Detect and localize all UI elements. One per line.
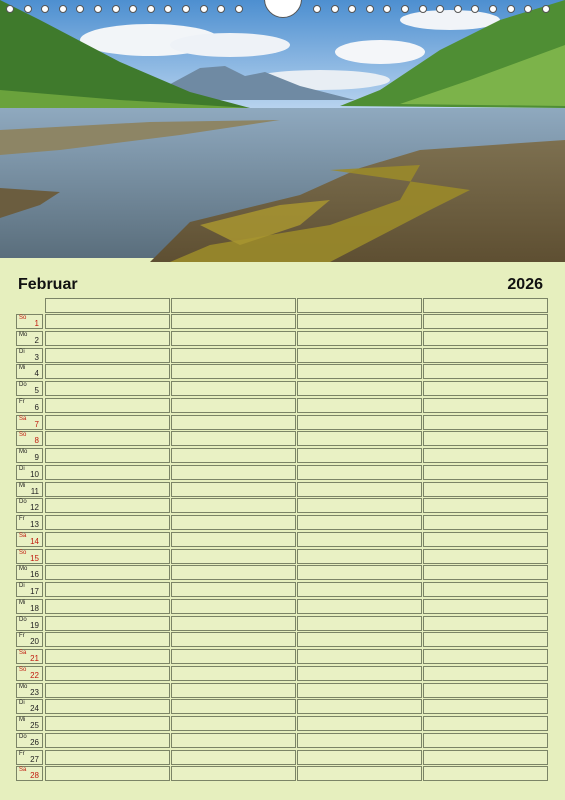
day-number: 2 (34, 335, 39, 345)
entry-cell[interactable] (171, 582, 296, 597)
binding-hole-icon (24, 5, 32, 13)
binding-hole-icon (235, 5, 243, 13)
weekday-label: Fr (19, 398, 25, 405)
day-number: 12 (30, 503, 39, 513)
entry-cell[interactable] (423, 699, 548, 714)
entry-cell[interactable] (423, 766, 548, 781)
entry-cell[interactable] (297, 666, 422, 681)
binding-hole-icon (542, 5, 550, 13)
entry-cell[interactable] (171, 498, 296, 513)
entry-cell[interactable] (45, 482, 170, 497)
entry-cell[interactable] (171, 465, 296, 480)
day-label-cell (16, 532, 43, 547)
day-label-cell (16, 632, 43, 647)
day-number: 25 (30, 721, 39, 730)
day-label-cell (16, 381, 43, 396)
day-number: 19 (30, 620, 39, 630)
entry-cell[interactable] (171, 348, 296, 363)
day-number: 10 (30, 469, 39, 479)
entry-cell[interactable] (171, 398, 296, 413)
entry-cell[interactable] (45, 448, 170, 463)
binding-hole-icon (147, 5, 155, 13)
entry-cell[interactable] (45, 766, 170, 781)
weekday-label: Mi (19, 717, 26, 723)
entry-cell[interactable] (423, 733, 548, 748)
weekday-label: Sa (19, 650, 27, 656)
day-label-cell (16, 498, 43, 513)
day-number: 23 (30, 687, 39, 697)
entry-cell[interactable] (423, 331, 548, 346)
weekday-label: So (19, 549, 27, 556)
entry-cell[interactable] (423, 683, 548, 698)
weekday-label: So (19, 666, 27, 673)
weekday-label: Di (19, 583, 25, 589)
year-title: 2026 (507, 276, 543, 293)
entry-cell[interactable] (423, 666, 548, 681)
entry-cell[interactable] (171, 314, 296, 329)
weekday-label: Fr (19, 750, 25, 757)
binding-hole-icon (524, 5, 532, 13)
day-label-cell (16, 766, 43, 781)
binding-hole-icon (366, 5, 374, 13)
binding-hole-icon (419, 5, 427, 13)
weekday-label: Do (19, 616, 27, 623)
entry-cell[interactable] (45, 666, 170, 681)
entry-cell[interactable] (45, 599, 170, 614)
weekday-label: Sa (19, 532, 27, 539)
entry-cell[interactable] (45, 364, 170, 379)
entry-cell[interactable] (171, 699, 296, 714)
entry-cell[interactable] (423, 750, 548, 765)
loch-landscape-image (0, 0, 565, 262)
day-number: 16 (30, 570, 39, 580)
entry-cell[interactable] (297, 632, 422, 647)
entry-cell[interactable] (297, 331, 422, 346)
day-label-cell (16, 398, 43, 413)
entry-cell[interactable] (171, 716, 296, 731)
day-label-cell (16, 716, 43, 731)
binding-hole-icon (217, 5, 225, 13)
entry-cell[interactable] (171, 364, 296, 379)
day-number: 9 (34, 453, 39, 462)
entry-cell[interactable] (423, 582, 548, 597)
entry-cell[interactable] (171, 549, 296, 564)
entry-cell[interactable] (297, 348, 422, 363)
entry-cell[interactable] (423, 348, 548, 363)
binding-hole-icon (164, 5, 172, 13)
day-label-cell (16, 331, 43, 346)
entry-cell[interactable] (297, 716, 422, 731)
column-header-cell[interactable] (297, 298, 422, 313)
weekday-label: Mo (19, 683, 28, 690)
entry-cell[interactable] (423, 448, 548, 463)
day-label-cell (16, 314, 43, 329)
day-label-cell (16, 599, 43, 614)
entry-cell[interactable] (45, 532, 170, 547)
binding-hole-icon (454, 5, 462, 13)
entry-cell[interactable] (297, 314, 422, 329)
entry-cell[interactable] (297, 582, 422, 597)
entry-cell[interactable] (423, 498, 548, 513)
entry-cell[interactable] (423, 364, 548, 379)
entry-cell[interactable] (45, 649, 170, 664)
entry-cell[interactable] (297, 364, 422, 379)
entry-cell[interactable] (423, 632, 548, 647)
weekday-label: Mi (19, 599, 26, 606)
hanger-hole-icon (264, 0, 302, 18)
entry-cell[interactable] (171, 448, 296, 463)
day-number: 11 (30, 486, 39, 496)
day-label-cell (16, 582, 43, 597)
binding-hole-icon (76, 5, 84, 13)
day-number: 6 (34, 402, 39, 412)
weekday-label: Sa (19, 767, 27, 774)
binding-hole-icon (129, 5, 137, 13)
entry-cell[interactable] (297, 649, 422, 664)
day-number: 22 (30, 670, 39, 680)
entry-cell[interactable] (297, 599, 422, 614)
column-header-cell[interactable] (171, 298, 296, 313)
entry-cell[interactable] (423, 599, 548, 614)
entry-cell[interactable] (423, 431, 548, 446)
entry-cell[interactable] (297, 750, 422, 765)
weekday-label: So (19, 315, 27, 321)
entry-cell[interactable] (423, 716, 548, 731)
entry-cell[interactable] (297, 498, 422, 513)
binding-hole-icon (94, 5, 102, 13)
day-label-cell (16, 364, 43, 379)
entry-cell[interactable] (297, 733, 422, 748)
entry-cell[interactable] (423, 532, 548, 547)
day-label-cell (16, 348, 43, 363)
entry-cell[interactable] (297, 381, 422, 396)
day-number: 14 (30, 536, 39, 546)
weekday-label: Mo (19, 449, 28, 455)
entry-cell[interactable] (297, 683, 422, 698)
entry-cell[interactable] (45, 331, 170, 346)
weekday-label: Di (19, 465, 25, 472)
entry-cell[interactable] (171, 482, 296, 497)
entry-cell[interactable] (45, 398, 170, 413)
entry-cell[interactable] (171, 565, 296, 580)
day-label-cell (16, 448, 43, 463)
entry-cell[interactable] (297, 766, 422, 781)
entry-cell[interactable] (45, 750, 170, 765)
weekday-label: Do (19, 733, 27, 740)
entry-cell[interactable] (45, 616, 170, 631)
entry-cell[interactable] (297, 549, 422, 564)
weekday-label: So (19, 432, 27, 439)
binding-hole-icon (59, 5, 67, 13)
entry-cell[interactable] (45, 381, 170, 396)
day-label-cell (16, 733, 43, 748)
day-number: 18 (30, 603, 39, 613)
binding-hole-icon (507, 5, 515, 13)
day-label-cell (16, 565, 43, 580)
binding-hole-icon (348, 5, 356, 13)
binding-hole-icon (182, 5, 190, 13)
entry-cell[interactable] (423, 549, 548, 564)
day-label-cell (16, 750, 43, 765)
day-number: 21 (30, 654, 39, 663)
day-number: 1 (34, 319, 39, 328)
entry-cell[interactable] (297, 482, 422, 497)
column-header-cell[interactable] (45, 298, 170, 313)
entry-cell[interactable] (297, 465, 422, 480)
day-label-cell (16, 549, 43, 564)
day-label-cell (16, 649, 43, 664)
binding-hole-icon (401, 5, 409, 13)
day-number: 7 (34, 419, 39, 429)
entry-cell[interactable] (423, 482, 548, 497)
entry-cell[interactable] (45, 314, 170, 329)
entry-cell[interactable] (297, 616, 422, 631)
entry-cell[interactable] (297, 565, 422, 580)
binding-hole-icon (6, 5, 14, 13)
weekday-label: Mo (19, 331, 28, 338)
entry-cell[interactable] (45, 431, 170, 446)
entry-cell[interactable] (297, 699, 422, 714)
entry-cell[interactable] (171, 649, 296, 664)
binding-hole-icon (200, 5, 208, 13)
entry-cell[interactable] (423, 398, 548, 413)
column-header-cell[interactable] (423, 298, 548, 313)
entry-cell[interactable] (171, 599, 296, 614)
weekday-label: Di (19, 348, 25, 355)
entry-cell[interactable] (45, 465, 170, 480)
month-title: Februar (18, 276, 78, 293)
day-label-cell (16, 431, 43, 446)
binding-hole-icon (471, 5, 479, 13)
day-number: 4 (34, 369, 39, 379)
day-number: 20 (30, 637, 39, 647)
day-number: 24 (30, 704, 39, 714)
entry-cell[interactable] (171, 431, 296, 446)
weekday-label: Fr (19, 633, 25, 640)
day-number: 28 (30, 771, 39, 781)
day-label-cell (16, 465, 43, 480)
day-label-cell (16, 515, 43, 530)
binding-hole-icon (331, 5, 339, 13)
day-number: 13 (30, 520, 39, 529)
day-number: 3 (34, 352, 39, 362)
weekday-label: Fr (19, 516, 25, 522)
entry-cell[interactable] (171, 632, 296, 647)
day-label-cell (16, 616, 43, 631)
entry-cell[interactable] (45, 683, 170, 698)
entry-cell[interactable] (423, 565, 548, 580)
weekday-label: Mi (19, 482, 26, 489)
weekday-label: Sa (19, 415, 27, 422)
entry-cell[interactable] (423, 465, 548, 480)
entry-cell[interactable] (171, 415, 296, 430)
entry-cell[interactable] (423, 649, 548, 664)
entry-cell[interactable] (45, 632, 170, 647)
day-label-cell (16, 482, 43, 497)
binding-hole-icon (313, 5, 321, 13)
entry-cell[interactable] (45, 582, 170, 597)
entry-cell[interactable] (45, 549, 170, 564)
day-label-cell (16, 699, 43, 714)
entry-cell[interactable] (45, 565, 170, 580)
binding-hole-icon (489, 5, 497, 13)
entry-cell[interactable] (45, 515, 170, 530)
entry-cell[interactable] (297, 532, 422, 547)
entry-cell[interactable] (297, 515, 422, 530)
weekday-label: Do (19, 382, 27, 388)
entry-cell[interactable] (171, 331, 296, 346)
entry-cell[interactable] (45, 348, 170, 363)
landscape-photo (0, 0, 565, 262)
entry-cell[interactable] (171, 616, 296, 631)
entry-cell[interactable] (423, 415, 548, 430)
entry-cell[interactable] (45, 498, 170, 513)
day-label-cell (16, 666, 43, 681)
day-label-cell (16, 683, 43, 698)
entry-cell[interactable] (171, 683, 296, 698)
entry-cell[interactable] (423, 314, 548, 329)
entry-cell[interactable] (45, 415, 170, 430)
entry-cell[interactable] (171, 766, 296, 781)
entry-cell[interactable] (171, 733, 296, 748)
spiral-binding (0, 0, 565, 20)
weekday-label: Mi (19, 365, 26, 372)
binding-hole-icon (383, 5, 391, 13)
day-number: 8 (34, 436, 39, 446)
day-label-cell (16, 415, 43, 430)
weekday-label: Di (19, 700, 25, 707)
entry-cell[interactable] (171, 532, 296, 547)
binding-hole-icon (436, 5, 444, 13)
entry-cell[interactable] (171, 515, 296, 530)
binding-hole-icon (41, 5, 49, 13)
entry-cell[interactable] (297, 415, 422, 430)
day-number: 26 (30, 737, 39, 747)
day-number: 5 (34, 386, 39, 395)
entry-cell[interactable] (423, 616, 548, 631)
entry-cell[interactable] (297, 398, 422, 413)
entry-cell[interactable] (423, 381, 548, 396)
entry-cell[interactable] (45, 716, 170, 731)
weekday-label: Do (19, 499, 27, 506)
day-number: 27 (30, 754, 39, 764)
day-number: 17 (30, 587, 39, 596)
entry-cell[interactable] (297, 431, 422, 446)
entry-cell[interactable] (423, 515, 548, 530)
entry-cell[interactable] (45, 699, 170, 714)
entry-cell[interactable] (171, 750, 296, 765)
entry-cell[interactable] (45, 733, 170, 748)
entry-cell[interactable] (171, 666, 296, 681)
binding-hole-icon (112, 5, 120, 13)
entry-cell[interactable] (297, 448, 422, 463)
day-number: 15 (30, 553, 39, 563)
entry-cell[interactable] (171, 381, 296, 396)
weekday-label: Mo (19, 566, 28, 573)
